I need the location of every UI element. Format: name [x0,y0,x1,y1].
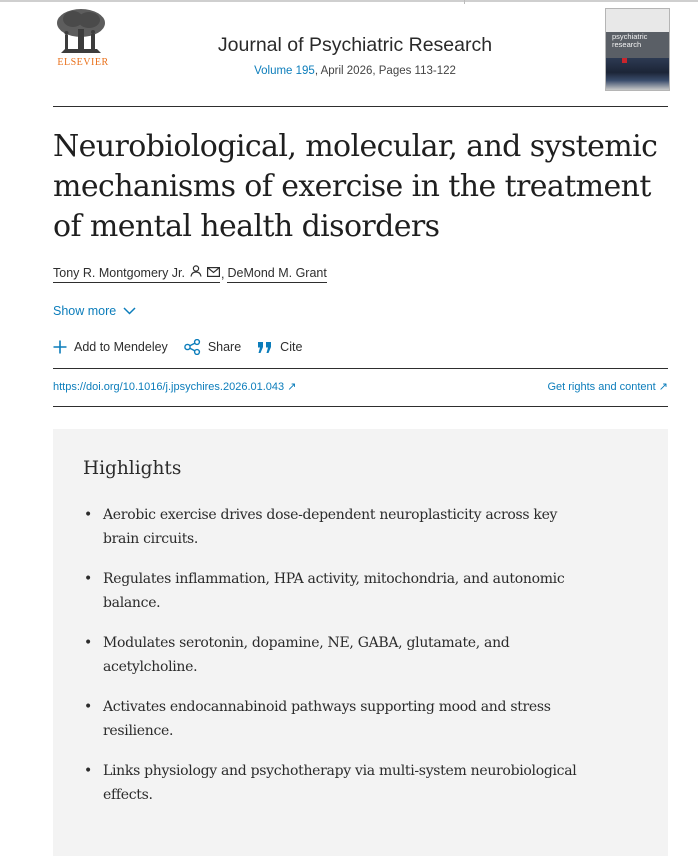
publisher-wordmark: ELSEVIER [57,57,109,68]
volume-info [180,65,530,77]
top-border-tick [464,0,465,4]
article-actions [53,339,318,355]
rights-link[interactable]: Get rights and content ↗ [547,381,668,393]
article-title: Neurobiological, molecular, and systemic mechanisms of exercise in the treatment of mental health disorders [53,129,658,244]
journal-cover-image[interactable] [605,8,670,91]
highlight-item: • Aerobic exercise drives dose-dependent neuroplasticity across key brain circuits. [83,503,583,551]
header-divider [53,106,668,107]
cover-artwork [606,58,669,90]
plus-icon [53,340,67,354]
author-separator: , [221,267,225,281]
add-to-mendeley-label: Add to Mendeley [74,340,168,354]
share-label: Share [207,340,242,354]
quote-icon [257,341,273,354]
cite-button[interactable] [257,340,302,354]
cover-top-area [606,9,669,32]
share-button[interactable] [184,339,241,355]
highlight-item: • Activates endocannabinoid pathways supporting mood and stress resilience. [83,695,583,743]
cover-accent [622,58,627,63]
highlights-heading: Highlights [83,458,182,479]
highlight-item: • Modulates serotonin, dopamine, NE, GABA, glutamate, and acetylcholine. [83,631,583,679]
highlight-item: • Links physiology and psychotherapy via multi-system neurobiological effects. [83,759,583,807]
chevron-down-icon [123,307,136,315]
cite-label: Cite [280,340,303,354]
highlights-section [53,429,668,856]
author-list [53,265,327,283]
person-icon [190,265,202,280]
author-link[interactable] [227,266,326,283]
issue-info: , April 2026, Pages 113-122 [314,65,456,77]
journal-title[interactable]: Journal of Psychiatric Research [217,34,493,56]
doi-top-divider [53,368,668,369]
envelope-icon [207,266,220,280]
author-name: Tony R. Montgomery Jr. [53,265,185,280]
author-name: DeMond M. Grant [227,265,327,280]
volume-link[interactable]: Volume 195 [254,65,315,77]
author-link[interactable] [53,265,220,283]
show-more-button[interactable] [53,304,136,318]
highlights-list [83,503,583,823]
doi-link[interactable]: https://doi.org/10.1016/j.jpsychires.2026.01.043 ↗ [53,381,297,393]
share-icon [184,339,201,355]
highlight-item: • Regulates inflammation, HPA activity, mitochondria, and autonomic balance. [83,567,583,615]
show-more-label: Show more [53,304,117,318]
top-border [0,0,698,2]
doi-bottom-divider [53,406,668,407]
cover-title: psychiatric research [612,32,648,49]
add-to-mendeley-button[interactable] [53,340,168,354]
